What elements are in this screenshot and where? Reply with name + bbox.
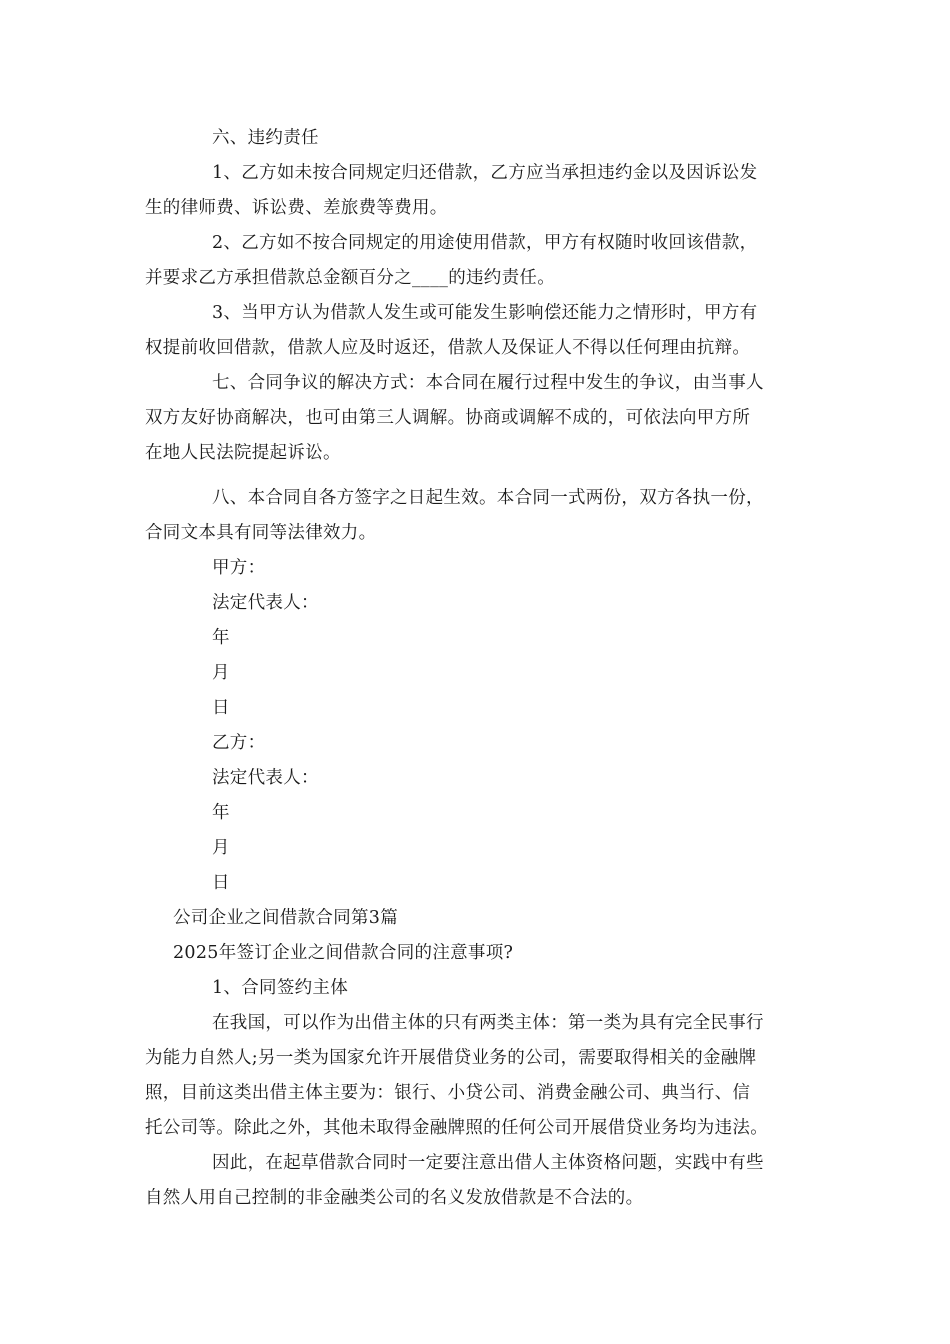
paragraph-line: 并要求乙方承担借款总金额百分之____的违约责任。 bbox=[145, 268, 555, 288]
paragraph-line: 权提前收回借款，借款人应及时返还，借款人及保证人不得以任何理由抗辩。 bbox=[145, 338, 751, 358]
paragraph-line: 因此，在起草借款合同时一定要注意出借人主体资格问题，实践中有些 bbox=[212, 1153, 764, 1173]
paragraph-line: 在地人民法院提起诉讼。 bbox=[145, 443, 341, 463]
paragraph-line: 自然人用自己控制的非金融类公司的名义发放借款是不合法的。 bbox=[145, 1188, 644, 1208]
paragraph-line: 八、本合同自各方签字之日起生效。本合同一式两份，双方各执一份， bbox=[212, 488, 764, 508]
article-title: 公司企业之间借款合同第3篇 bbox=[173, 908, 399, 928]
year-label: 年 bbox=[212, 628, 230, 648]
paragraph-line: 照，目前这类出借主体主要为：银行、小贷公司、消费金融公司、典当行、信 bbox=[145, 1083, 751, 1103]
paragraph-line: 生的律师费、诉讼费、差旅费等费用。 bbox=[145, 198, 448, 218]
paragraph-line: 2、乙方如不按合同规定的用途使用借款，甲方有权随时收回该借款， bbox=[212, 233, 758, 253]
day-label: 日 bbox=[212, 698, 230, 718]
subsection-heading: 1、合同签约主体 bbox=[212, 978, 349, 998]
section-heading-breach: 六、违约责任 bbox=[212, 128, 319, 148]
month-label: 月 bbox=[212, 663, 230, 683]
party-b-label: 乙方： bbox=[212, 733, 266, 753]
section-title: 2025年签订企业之间借款合同的注意事项? bbox=[173, 943, 514, 963]
paragraph-line: 托公司等。除此之外，其他未取得金融牌照的任何公司开展借贷业务均为违法。 bbox=[145, 1118, 768, 1138]
day-label: 日 bbox=[212, 873, 230, 893]
paragraph-line: 3、当甲方认为借款人发生或可能发生影响偿还能力之情形时，甲方有 bbox=[212, 303, 758, 323]
party-a-label: 甲方： bbox=[212, 558, 266, 578]
paragraph-line: 在我国，可以作为出借主体的只有两类主体：第一类为具有完全民事行 bbox=[212, 1013, 764, 1033]
paragraph-line: 1、乙方如未按合同规定归还借款，乙方应当承担违约金以及因诉讼发 bbox=[212, 163, 758, 183]
legal-representative-label: 法定代表人： bbox=[212, 768, 319, 788]
month-label: 月 bbox=[212, 838, 230, 858]
paragraph-line: 双方友好协商解决，也可由第三人调解。协商或调解不成的，可依法向甲方所 bbox=[145, 408, 751, 428]
paragraph-line: 七、合同争议的解决方式：本合同在履行过程中发生的争议，由当事人 bbox=[212, 373, 764, 393]
legal-representative-label: 法定代表人： bbox=[212, 593, 319, 613]
paragraph-line: 合同文本具有同等法律效力。 bbox=[145, 523, 377, 543]
year-label: 年 bbox=[212, 803, 230, 823]
paragraph-line: 为能力自然人;另一类为国家允许开展借贷业务的公司，需要取得相关的金融牌 bbox=[145, 1048, 757, 1068]
